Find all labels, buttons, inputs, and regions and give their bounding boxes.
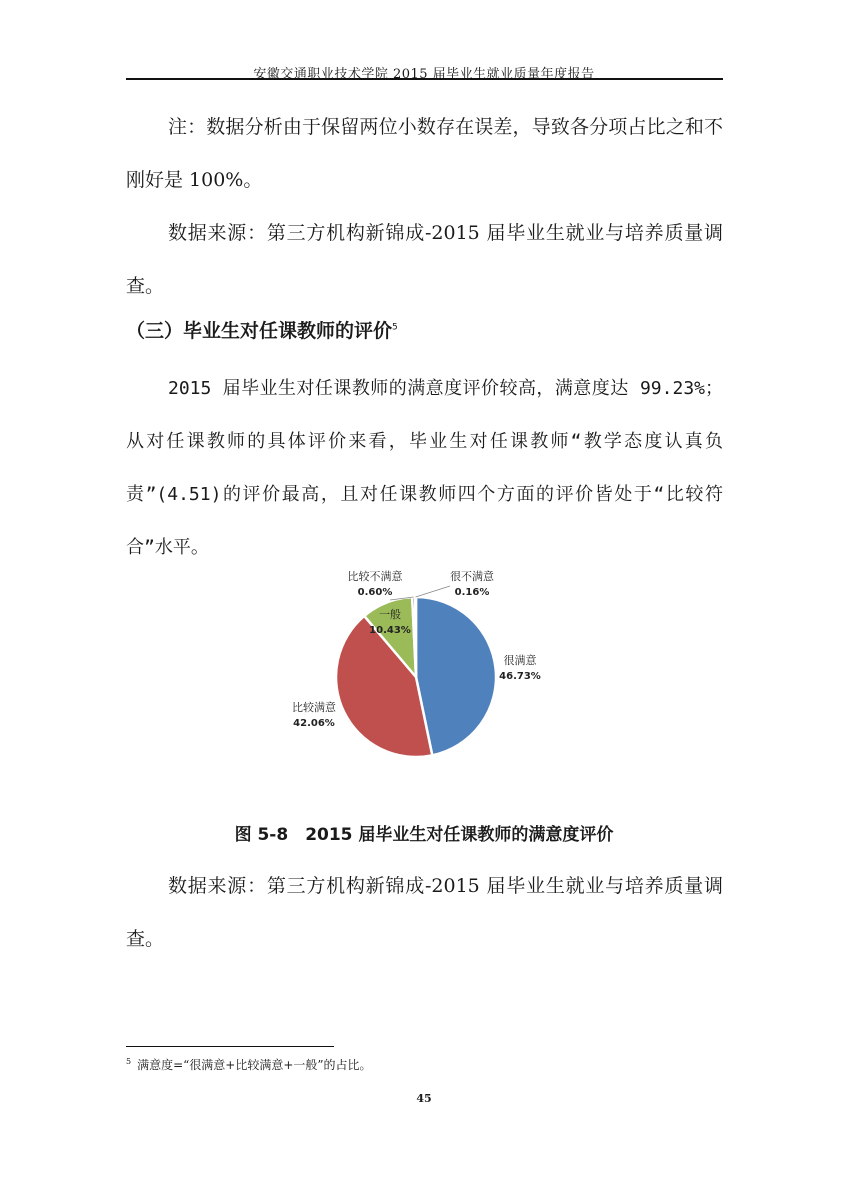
footnote-mark: 5 [126, 1057, 132, 1066]
footnote-text: 满意度=“很满意+比较满意+一般”的占比。 [137, 1058, 372, 1072]
slice-category-label-5: 很不满意 [450, 570, 494, 583]
section-heading [126, 316, 398, 343]
pie-slice-5 [415, 597, 416, 677]
footnote-rule [126, 1046, 334, 1047]
satisfaction-pie-chart [250, 560, 600, 770]
slice-value-label-5: 0.16% [454, 587, 490, 598]
slice-category-label-4: 比较不满意 [347, 570, 403, 583]
slice-category-label-1: 很满意 [503, 654, 537, 667]
source-paragraph-1: 数据来源：第三方机构新锦成-2015 届毕业生就业与培养质量调查。 [126, 222, 723, 297]
slice-category-label-2: 比较满意 [292, 701, 336, 714]
leader-line-5 [416, 586, 450, 597]
slice-value-label-1: 46.73% [499, 671, 541, 682]
body-paragraph: 2015 届毕业生对任课教师的满意度评价较高，满意度达 99.23%；从对任课教师的具体评价来看，毕业生对任课教师“教学态度认真负责”(4.51)的评价最高，且对任课教师四个方面的评价皆处于“比较符合”水平。 [126, 378, 723, 558]
slice-value-label-2: 42.06% [293, 718, 335, 729]
section-title: （三）毕业生对任课教师的评价 [126, 320, 393, 342]
page-number: 45 [416, 1092, 432, 1105]
footnote [126, 1056, 372, 1073]
page-header: 安徽交通职业技术学院 2015 届毕业生就业质量年度报告 [253, 67, 595, 82]
slice-category-label-3: 一般 [379, 608, 401, 621]
source-paragraph-2: 数据来源：第三方机构新锦成-2015 届毕业生就业与培养质量调查。 [126, 875, 723, 950]
header-rule [126, 78, 723, 80]
note-paragraph: 注：数据分析由于保留两位小数存在误差，导致各分项占比之和不刚好是 100%。 [126, 116, 723, 191]
figure-caption: 图 5-8 2015 届毕业生对任课教师的满意度评价 [234, 825, 614, 845]
slice-value-label-3: 10.43% [369, 625, 411, 636]
slice-value-label-4: 0.60% [357, 587, 393, 598]
section-footnote-ref: 5 [392, 322, 398, 333]
